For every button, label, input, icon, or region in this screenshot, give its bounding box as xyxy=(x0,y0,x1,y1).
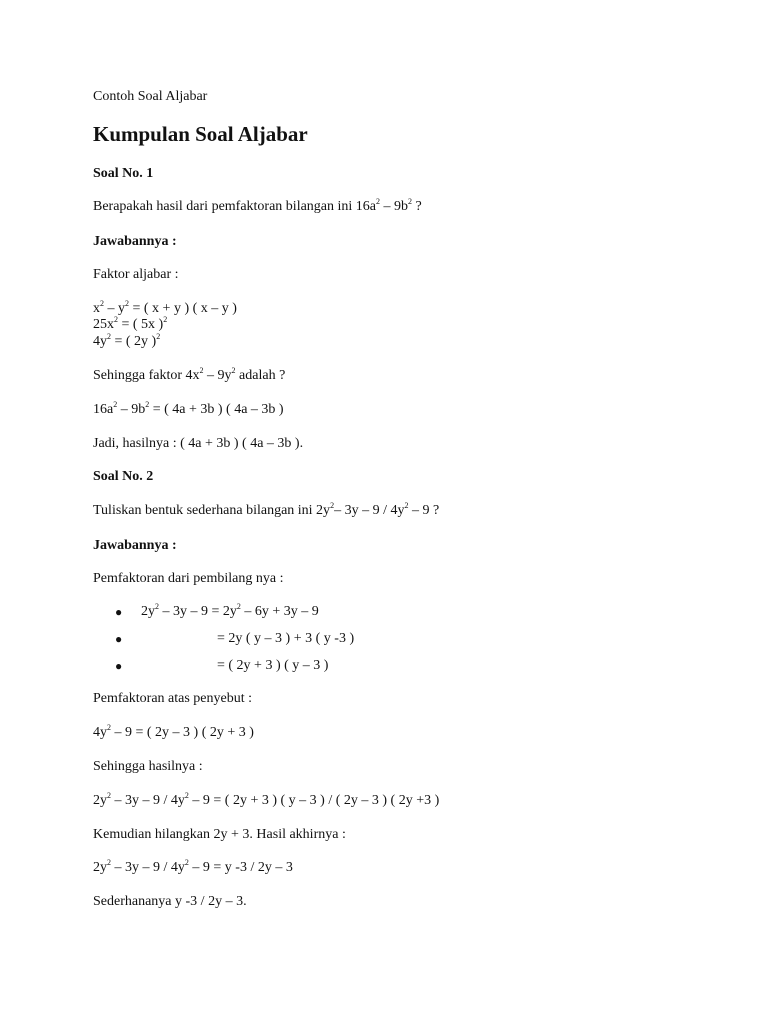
soal-1-heading: Soal No. 1 xyxy=(93,166,154,181)
superscript: 2 xyxy=(156,332,161,341)
soal-1-answer-heading: Jawabannya : xyxy=(93,234,177,249)
soal-2-kemudian: Kemudian hilangkan 2y + 3. Hasil akhirnya : xyxy=(93,827,346,842)
superscript: 2 xyxy=(114,315,118,324)
bullet-icon: ● xyxy=(115,605,123,619)
superscript: 2 xyxy=(125,299,129,308)
soal-1-faktor-line-3: $4y^2$ = ( 2y )$^2$ xyxy=(93,332,161,349)
superscript: 2 xyxy=(145,400,150,409)
bullet-item-2: = 2y ( y – 3 ) + 3 ( y -3 ) xyxy=(217,631,355,646)
superscript: 2 xyxy=(107,332,111,341)
bullet-icon: ● xyxy=(115,659,123,673)
superscript: 2 xyxy=(236,602,241,611)
document-title: Kumpulan Soal Aljabar xyxy=(93,122,308,146)
superscript: 2 xyxy=(107,858,111,867)
bullet-icon: ● xyxy=(115,632,123,646)
superscript: 2 xyxy=(231,366,236,375)
superscript: 2 xyxy=(100,299,104,308)
bullet-item-3: = ( 2y + 3 ) ( y – 3 ) xyxy=(217,658,329,673)
soal-1-question: Berapakah hasil dari pemfaktoran bilangan ini $16a^2 - 9b^2$ ? xyxy=(93,197,422,214)
soal-2-question: Tuliskan bentuk sederhana bilangan ini $2y^2-$ $3y - 9 / 4y^2 - 9$ ? xyxy=(93,501,440,518)
superscript: 2 xyxy=(107,791,111,800)
document-header: Contoh Soal Aljabar xyxy=(93,89,208,104)
soal-1-conclusion: Jadi, hasilnya : ( 4a + 3b ) ( 4a – 3b ). xyxy=(93,436,304,451)
soal-1-sehingga: Sehingga faktor $4x^2 - 9y^2$ adalah ? xyxy=(93,366,286,383)
soal-1-faktor-line-2: $25x^2$ = ( 5x )$^2$ xyxy=(93,315,168,332)
soal-2-sehingga-label: Sehingga hasilnya : xyxy=(93,759,203,774)
superscript: 2 xyxy=(376,197,381,206)
soal-1-result: $16a^2 - 9b^2$ = ( 4a + 3b ) ( 4a – 3b ) xyxy=(93,400,284,417)
soal-2-sehingga: $2y^2 - 3y - 9 / 4y^2 - 9$ = ( 2y + 3 ) ( y – 3 ) / ( 2y – 3 ) ( 2y +3 ) xyxy=(93,791,440,808)
superscript: 2 xyxy=(107,723,111,732)
soal-2-akhir: $2y^2 - 3y - 9 / 4y^2 - 9 = y$ -3 / 2y – 3 xyxy=(93,858,293,875)
soal-1-faktor-line-1: $x^2 - y^2$ = ( x + y ) ( x – y ) xyxy=(93,299,237,316)
superscript: 2 xyxy=(330,501,335,510)
superscript: 2 xyxy=(404,501,409,510)
soal-1-faktor-label: Faktor aljabar : xyxy=(93,267,179,282)
soal-2-answer-heading: Jawabannya : xyxy=(93,538,177,553)
superscript: 2 xyxy=(184,858,189,867)
superscript: 2 xyxy=(184,791,189,800)
superscript: 2 xyxy=(199,366,204,375)
bullet-item-1: $2y^2 - 3y - 9 = 2y^2 - 6y + 3y - 9$ xyxy=(141,602,319,619)
superscript: 2 xyxy=(408,197,413,206)
soal-2-penyebut: $4y^2 - 9$ = ( 2y – 3 ) ( 2y + 3 ) xyxy=(93,723,254,740)
superscript: 2 xyxy=(155,602,159,611)
soal-2-penyebut-label: Pemfaktoran atas penyebut : xyxy=(93,691,253,706)
soal-2-pembilang-label: Pemfaktoran dari pembilang nya : xyxy=(93,571,284,586)
soal-2-sederhana: Sederhananya y -3 / 2y – 3. xyxy=(93,894,247,909)
superscript: 2 xyxy=(163,315,168,324)
superscript: 2 xyxy=(113,400,118,409)
soal-2-heading: Soal No. 2 xyxy=(93,469,154,484)
